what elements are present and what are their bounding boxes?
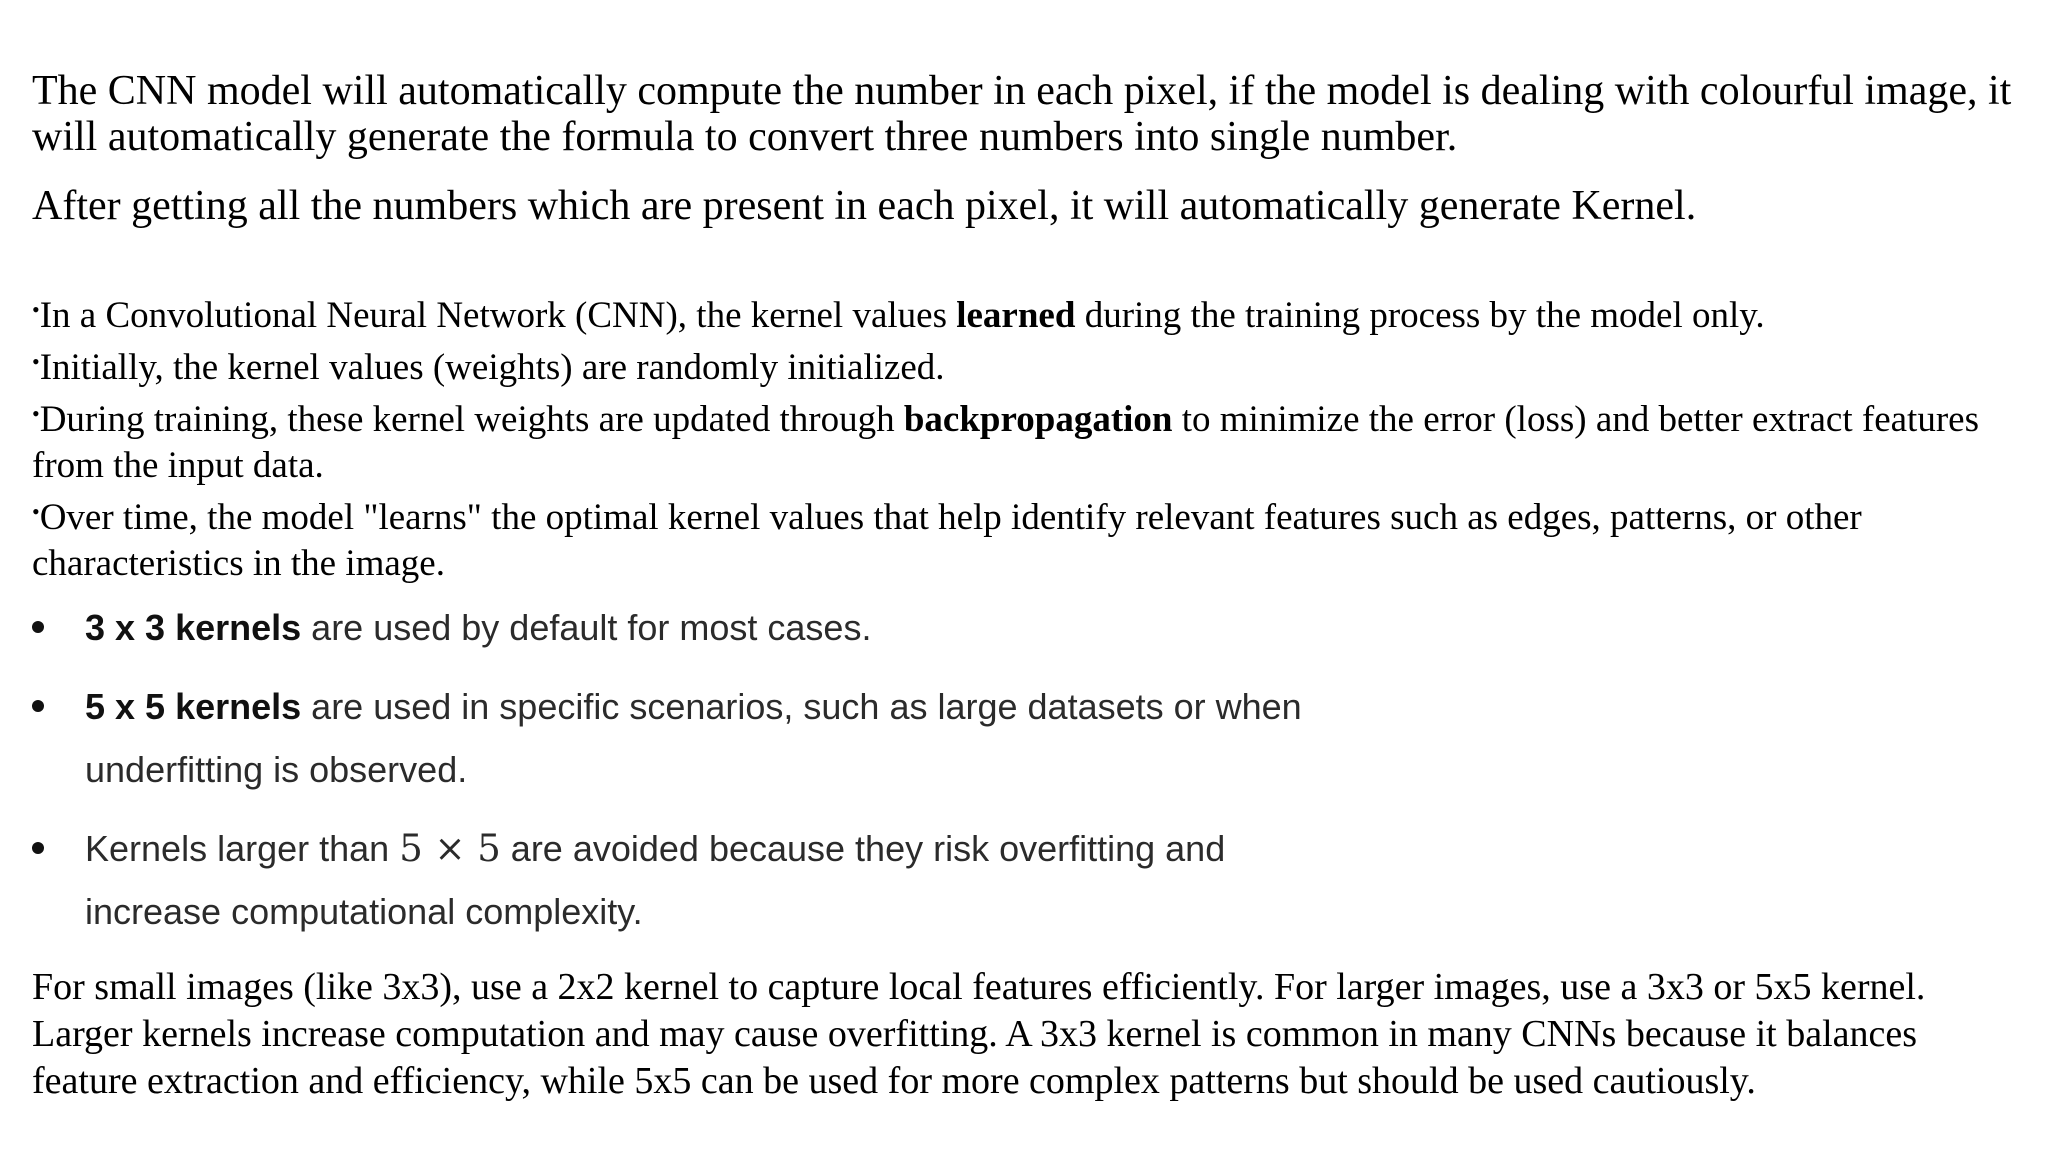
kernel-fact-text: During training, these kernel weights are updated through <box>39 399 904 440</box>
bullet-dot <box>32 842 44 854</box>
kernel-fact-text: In a Convolutional Neural Network (CNN), the kernel values <box>39 295 957 336</box>
intro-paragraph-1: The CNN model will automatically compute the number in each pixel, if the model is dealing with colourful image, it will automatically generate the formula to convert three numbers into single number. <box>32 68 2012 160</box>
kernel-size-label: 5 x 5 kernels <box>85 686 302 727</box>
bullet-marker: • <box>32 297 40 322</box>
kernel-size-item <box>32 596 1332 659</box>
intro-paragraph-2: After getting all the numbers which are present in each pixel, it will automatically generate Kernel. <box>32 183 1697 229</box>
kernel-size-item <box>32 817 1285 943</box>
summary-paragraph: For small images (like 3x3), use a 2x2 kernel to capture local features efficiently. For larger images, use a 3x3 or 5x5 kernel. Larger kernels increase computation and may cause overfitting. A 3x3 kernel is common in many CNNs because it balances feature extraction and efficiency, while 5x5 can be used for more complex patterns but should be used cautiously. <box>32 966 1926 1102</box>
bullet-marker: • <box>32 401 40 426</box>
kernel-size-item <box>32 675 1315 801</box>
kernel-fact-text: Over time, the model "learns" the optimal kernel values that help identify relevant features such as edges, patterns, or other characteristics in the image. <box>32 497 1862 584</box>
kernel-fact-emphasis: learned <box>956 295 1076 336</box>
kernel-fact-item <box>32 339 2012 391</box>
kernel-fact-emphasis: backpropagation <box>903 399 1173 440</box>
bullet-dot <box>32 621 44 633</box>
bullet-marker: • <box>32 349 40 374</box>
kernel-size-text: are used by default for most cases. <box>301 607 872 648</box>
bullet-dot <box>32 700 44 712</box>
kernel-fact-item <box>32 287 2012 339</box>
bullet-marker: • <box>32 499 40 524</box>
kernel-size-text: are avoided because they risk overfitting and increase computational complexity. <box>85 828 1226 932</box>
kernel-fact-item <box>32 391 2012 489</box>
kernel-fact-text-end: to minimize the error (loss) and better extract features from the input data. <box>32 399 1979 486</box>
kernel-fact-text-end: during the training process by the model only. <box>1075 295 1765 336</box>
kernel-size-label: 3 x 3 kernels <box>85 607 302 648</box>
kernel-fact-text: Initially, the kernel values (weights) are randomly initialized. <box>39 347 945 388</box>
kernel-size-list <box>32 596 1332 959</box>
kernel-size-lead: Kernels larger than <box>85 828 400 869</box>
kernel-size-text: are used in specific scenarios, such as large datasets or when underfitting is observed. <box>85 686 1302 790</box>
kernel-facts-list <box>32 287 2012 587</box>
kernel-size-math: 5 × 5 <box>399 827 501 870</box>
kernel-fact-item <box>32 489 2012 587</box>
